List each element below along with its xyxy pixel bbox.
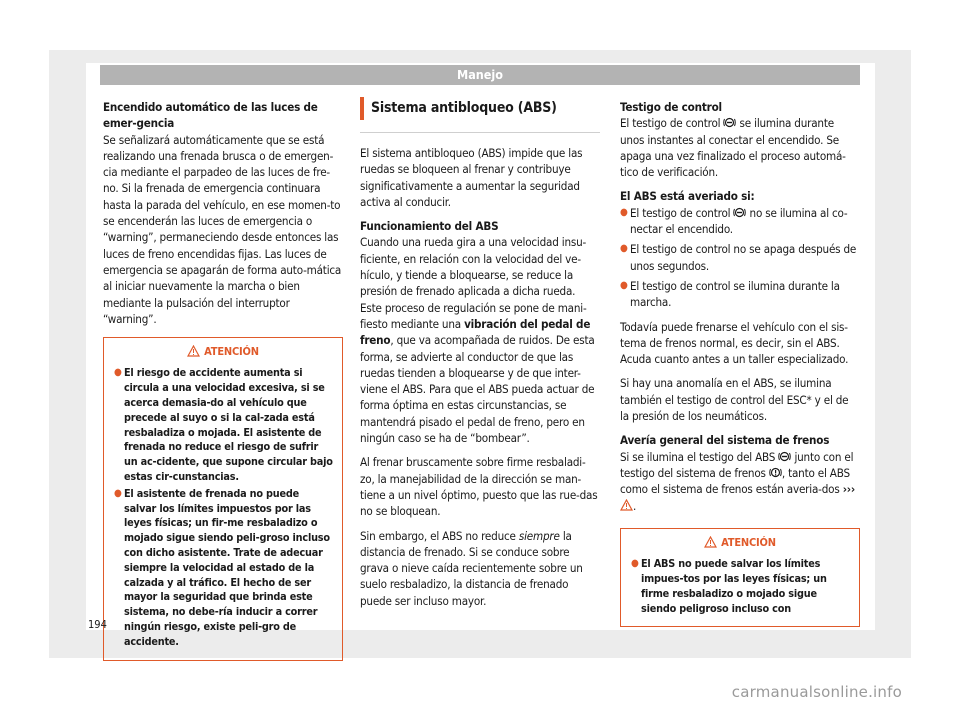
lamp-body [620,115,860,180]
warning-box [620,528,860,627]
warning-text: El ABS no puede salvar los límites impues-tos por las leyes físicas; un firme resbaladizo o mojado sigue siendo peligroso incluso con [641,557,827,615]
fault-heading: El ABS está averiado si: [620,189,755,204]
warning-text: El asistente de frenada no puede salvar los límites impuestos por las leyes físicas; un fir-me resbaladizo o mojado sigue siendo peli-groso incluso con dicho asistente. Trate de adecuar siempre la velocidad al estado de la calzada y al tráfico. El hecho de ser mayor la seguridad que brinda este sistema, no debe-ría inducir a correr ningún riesgo, existe peli-gro de accidente. [124,486,330,648]
abs-paragraph-2: Al frenar bruscamente sobre firme resbaladi-zo, la manejabilidad de la dirección se man-tiene a un nivel óptimo, puesto que las rue-das no se bloquean. [360,455,598,519]
warning-item [104,366,342,484]
text-run: Sin embargo, el ABS no reduce [360,528,519,543]
abs-lamp-icon [723,117,736,128]
emergency-lights-heading: Encendido automático de las luces de emer-gencia [103,100,318,131]
bullet-icon: ● [620,279,628,291]
column-1 [103,99,343,661]
brake-paragraph: Todavía puede frenarse el vehículo con el sis-tema de frenos normal, es decir, sin el ABS. Acuda cuanto antes a un taller especializado. [620,319,849,367]
warning-header [104,338,342,366]
warning-triangle-icon [187,345,200,357]
abs-function-body [360,234,600,446]
text-run: Cuando una rueda gira a una velocidad insu-ficiente, en relación con la velocidad del ve-hículo, y tiende a bloquearse, se reduce la presión de frenado aplicada a dicha rueda. Este proceso de regulación se pone de mani-fiesto mediante una [360,235,587,331]
brake-lamp-icon [769,467,782,478]
warning-triangle-icon[interactable] [620,499,633,511]
watermark: carmanualsonline.info [731,683,902,701]
text-run: se ilumina durante unos instantes al conectar el encendido. Se apaga una vez finalizado el proceso automá-tico de verificación. [620,116,846,180]
abs-lamp-icon [778,451,791,462]
warning-triangle-icon [704,536,717,548]
bullet-icon: ● [114,367,122,379]
warning-title: ATENCIÓN [204,345,259,359]
text-run: Si se ilumina el testigo del ABS [620,449,779,464]
abs-function-heading: Funcionamiento del ABS [360,219,499,234]
warning-box [103,337,343,660]
list-item [620,205,860,238]
esc-paragraph: Si hay una anomalía en el ABS, se ilumina también el testigo de control del ESC* y el de la presión de los neumáticos. [620,376,849,424]
bullet-icon: ● [114,487,122,499]
text-run: El testigo de control no se apaga después de unos segundos. [630,242,857,273]
text-run: El testigo de control se ilumina durante la marcha. [630,278,840,310]
warning-title: ATENCIÓN [721,535,776,549]
section-header: Manejo [100,65,860,85]
section-title: Sistema antibloqueo (ABS) [360,97,600,120]
cross-reference-arrows[interactable]: ››› [842,482,855,497]
warning-header [621,529,859,557]
text-run: El testigo de control [620,116,724,131]
abs-lamp-icon [733,207,746,218]
text-run: , que va acompañada de ruidos. De esta forma, se advierte al conductor de que las ruedas tienden a bloquearse y de que inter-viene el ABS. Para que el ABS pueda actuar de forma óptima en estas circunstancias, se mantendrá pisado el pedal de freno, pero en ningún caso se ha de “bombear”. [360,333,595,446]
bullet-icon: ● [620,206,628,218]
warning-item [621,557,859,616]
abs-paragraph-3 [360,528,600,609]
column-3 [620,99,860,627]
italic-text: siempre [518,528,560,543]
bullet-icon: ● [631,558,639,570]
text-run: junto con el testigo del sistema de frenos [620,449,854,480]
general-fault-body [620,449,860,514]
bullet-icon: ● [620,243,628,255]
text-run: no se ilumina al co-nectar el encendido. [630,205,848,237]
warning-item [104,487,342,650]
column-2 [360,97,600,617]
text-run: . [633,498,637,513]
text-run: , tanto el ABS como el sistema de frenos están averia-dos [620,465,850,497]
emergency-lights-body: Se señalizará automáticamente que se está realizando una frenada brusca o de emergen-cia mediante el parpadeo de las luces de fre-no. Si la frenada de emergencia continuara hasta la parada del vehículo, en ese momen-to se encenderán las luces de emergencia o “warning”, permaneciendo desde entonces las luces de freno encendidas fijas. Las luces de emergencia se apagarán de forma auto-mática al iniciar nuevamente la marcha o bien mediante la pulsación del interruptor “warning”. [103,132,342,326]
lamp-heading: Testigo de control [620,100,722,114]
text-run: El testigo de control [630,205,734,220]
list-item [620,241,860,274]
abs-intro: El sistema antibloqueo (ABS) impide que las ruedas se bloqueen al frenar y contribuye significativamente a aumentar la seguridad activa al conducir. [360,146,583,209]
section-divider [360,132,600,133]
bold-text: vibración del pedal de freno [360,316,591,348]
general-fault-heading: Avería general del sistema de frenos [620,433,830,448]
list-item [620,278,860,311]
warning-text: El riesgo de accidente aumenta si circula a una velocidad excesiva, si se acerca demasia-do al vehículo que precede al suyo o si la cal-zada está resbaladiza o mojada. El asistente de frenada no reduce el riesgo de sufrir un ac-cidente, que supone circular bajo estas cir-cunstancias. [124,366,333,484]
text-run: la distancia de frenado. Si se conduce sobre grava o nieve caída recientemente sobre un suelo resbaladizo, la distancia de frenado puede ser incluso mayor. [360,528,583,608]
page-number: 194 [88,618,107,631]
